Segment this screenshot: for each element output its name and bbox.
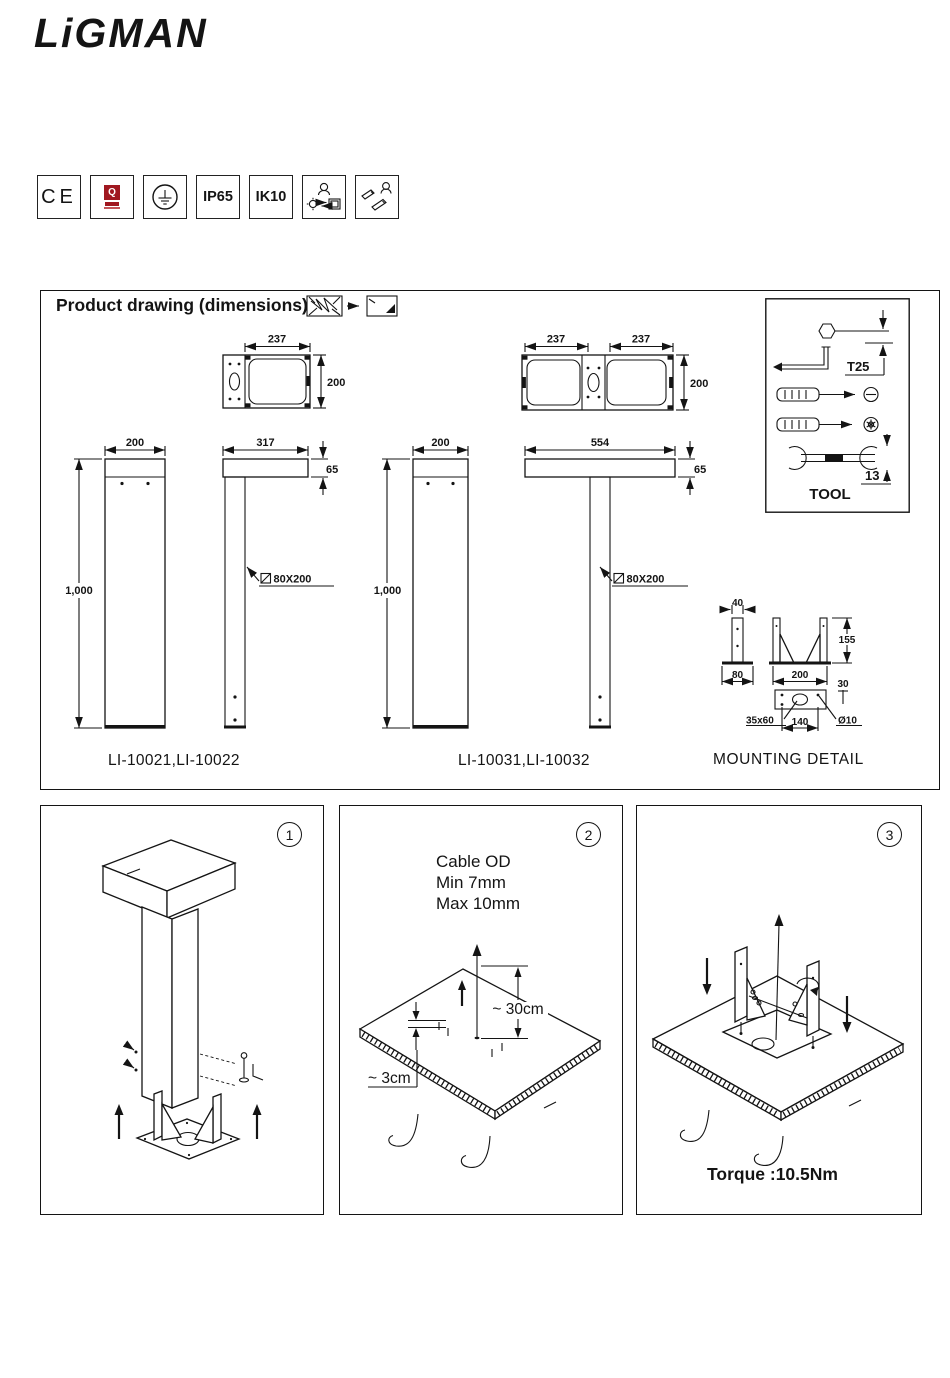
drawing-li10021 xyxy=(60,330,360,750)
dim-cable-length: ~ 30cm xyxy=(492,1001,544,1018)
step-panel-2 xyxy=(339,805,623,1215)
ik-rating-mark xyxy=(249,175,293,219)
dim-front-width: 200 xyxy=(125,437,145,449)
slot-label: 80X200 xyxy=(626,573,665,586)
slot-symbol-icon xyxy=(261,574,271,584)
professional-service-icon xyxy=(358,178,396,216)
certification-row xyxy=(37,175,399,219)
wrench-size-label: 13 xyxy=(865,468,880,483)
slot-symbol-icon xyxy=(614,574,624,584)
dim-side-base: 80 xyxy=(731,670,744,681)
dim-hole-diameter: Ø10 xyxy=(838,715,857,727)
dim-side-width: 317 xyxy=(256,437,275,449)
dim-height: 1,000 xyxy=(373,585,402,597)
dim-bracket-width: 200 xyxy=(791,670,809,681)
torx-screwdriver-icon xyxy=(777,418,878,432)
front-view xyxy=(105,459,165,728)
quality-mark-badge xyxy=(104,185,120,209)
dim-hole-spacing: 140 xyxy=(791,717,809,728)
flat-screwdriver-icon xyxy=(777,388,878,402)
driver-replaceable-icon xyxy=(305,178,343,216)
dim-front-width: 200 xyxy=(431,437,450,449)
ce-mark xyxy=(37,175,81,219)
drawing-li10031 xyxy=(372,330,714,750)
torx-key-icon xyxy=(773,347,831,372)
dim-top-width-left: 237 xyxy=(546,333,566,346)
slot-label: 80X200 xyxy=(273,573,312,586)
torx-size-label: T25 xyxy=(847,359,870,374)
cable-od-title: Cable OD xyxy=(436,852,511,871)
earth-ground-mark xyxy=(143,175,187,219)
step-number-badge: 3 xyxy=(877,822,902,847)
front-view xyxy=(413,459,468,728)
tool-box xyxy=(765,298,910,513)
dim-top-width-right: 237 xyxy=(631,333,651,346)
unfold-template-icon xyxy=(305,293,401,319)
ip-rating-label: IP65 xyxy=(203,189,233,205)
ligman-logo: LiGMAN xyxy=(34,10,208,56)
side-view xyxy=(525,459,675,727)
product-drawing-title: Product drawing (dimensions) xyxy=(56,295,308,315)
step-number-badge: 1 xyxy=(277,822,302,847)
top-view-single xyxy=(223,355,310,408)
ip-rating-mark xyxy=(196,175,240,219)
step1-isometric-drawing xyxy=(41,806,323,1214)
dim-cap-height: 65 xyxy=(326,464,339,476)
step3-isometric-drawing xyxy=(637,806,921,1214)
dim-bracket-height: 155 xyxy=(838,635,856,646)
dim-cap-height: 65 xyxy=(694,464,707,476)
ce-mark-label: CE xyxy=(41,185,77,208)
ik-rating-label: IK10 xyxy=(255,189,287,205)
anchor-hooks xyxy=(389,1102,556,1167)
screw-and-key-icon xyxy=(240,1053,264,1082)
dim-top-width: 237 xyxy=(267,333,287,346)
cable-od-min: Min 7mm xyxy=(436,873,506,892)
dim-top-depth: 200 xyxy=(327,377,346,389)
base-plate-view xyxy=(775,690,826,709)
tool-box-label: TOOL xyxy=(809,486,851,503)
torque-note: Torque :10.5Nm xyxy=(707,1164,838,1184)
model-label-1: LI-10021,LI-10022 xyxy=(108,752,240,769)
dim-bolt-height: ~ 3cm xyxy=(368,1070,411,1087)
quality-mark xyxy=(90,175,134,219)
mounting-detail-drawing xyxy=(700,595,892,747)
q-subtext-bar xyxy=(104,207,120,209)
model-label-2: LI-10031,LI-10032 xyxy=(458,752,590,769)
cable-od-max: Max 10mm xyxy=(436,894,521,913)
driver-replaceable-mark xyxy=(302,175,346,219)
dim-height: 1,000 xyxy=(65,585,93,597)
q-letter: Q xyxy=(104,185,120,200)
step-number-badge: 2 xyxy=(576,822,601,847)
ground-icon xyxy=(150,182,180,212)
professional-service-mark xyxy=(355,175,399,219)
q-text-bar xyxy=(105,202,119,206)
dim-top-depth: 200 xyxy=(690,378,709,390)
step2-isometric-drawing xyxy=(340,806,622,1214)
bracket-front-view xyxy=(769,618,831,663)
dim-slot-size: 35x60 xyxy=(746,715,774,727)
dim-side-width: 554 xyxy=(590,437,610,449)
dim-edge-offset: 30 xyxy=(837,679,849,690)
hex-bolt-icon xyxy=(819,310,893,356)
step-panel-3 xyxy=(636,805,922,1215)
dim-plate-width: 40 xyxy=(731,598,744,609)
mounting-detail-label: MOUNTING DETAIL xyxy=(713,751,864,768)
bracket-side-view xyxy=(722,618,753,663)
step-panel-1 xyxy=(40,805,324,1215)
side-view xyxy=(223,459,308,727)
top-view-double xyxy=(522,355,673,410)
